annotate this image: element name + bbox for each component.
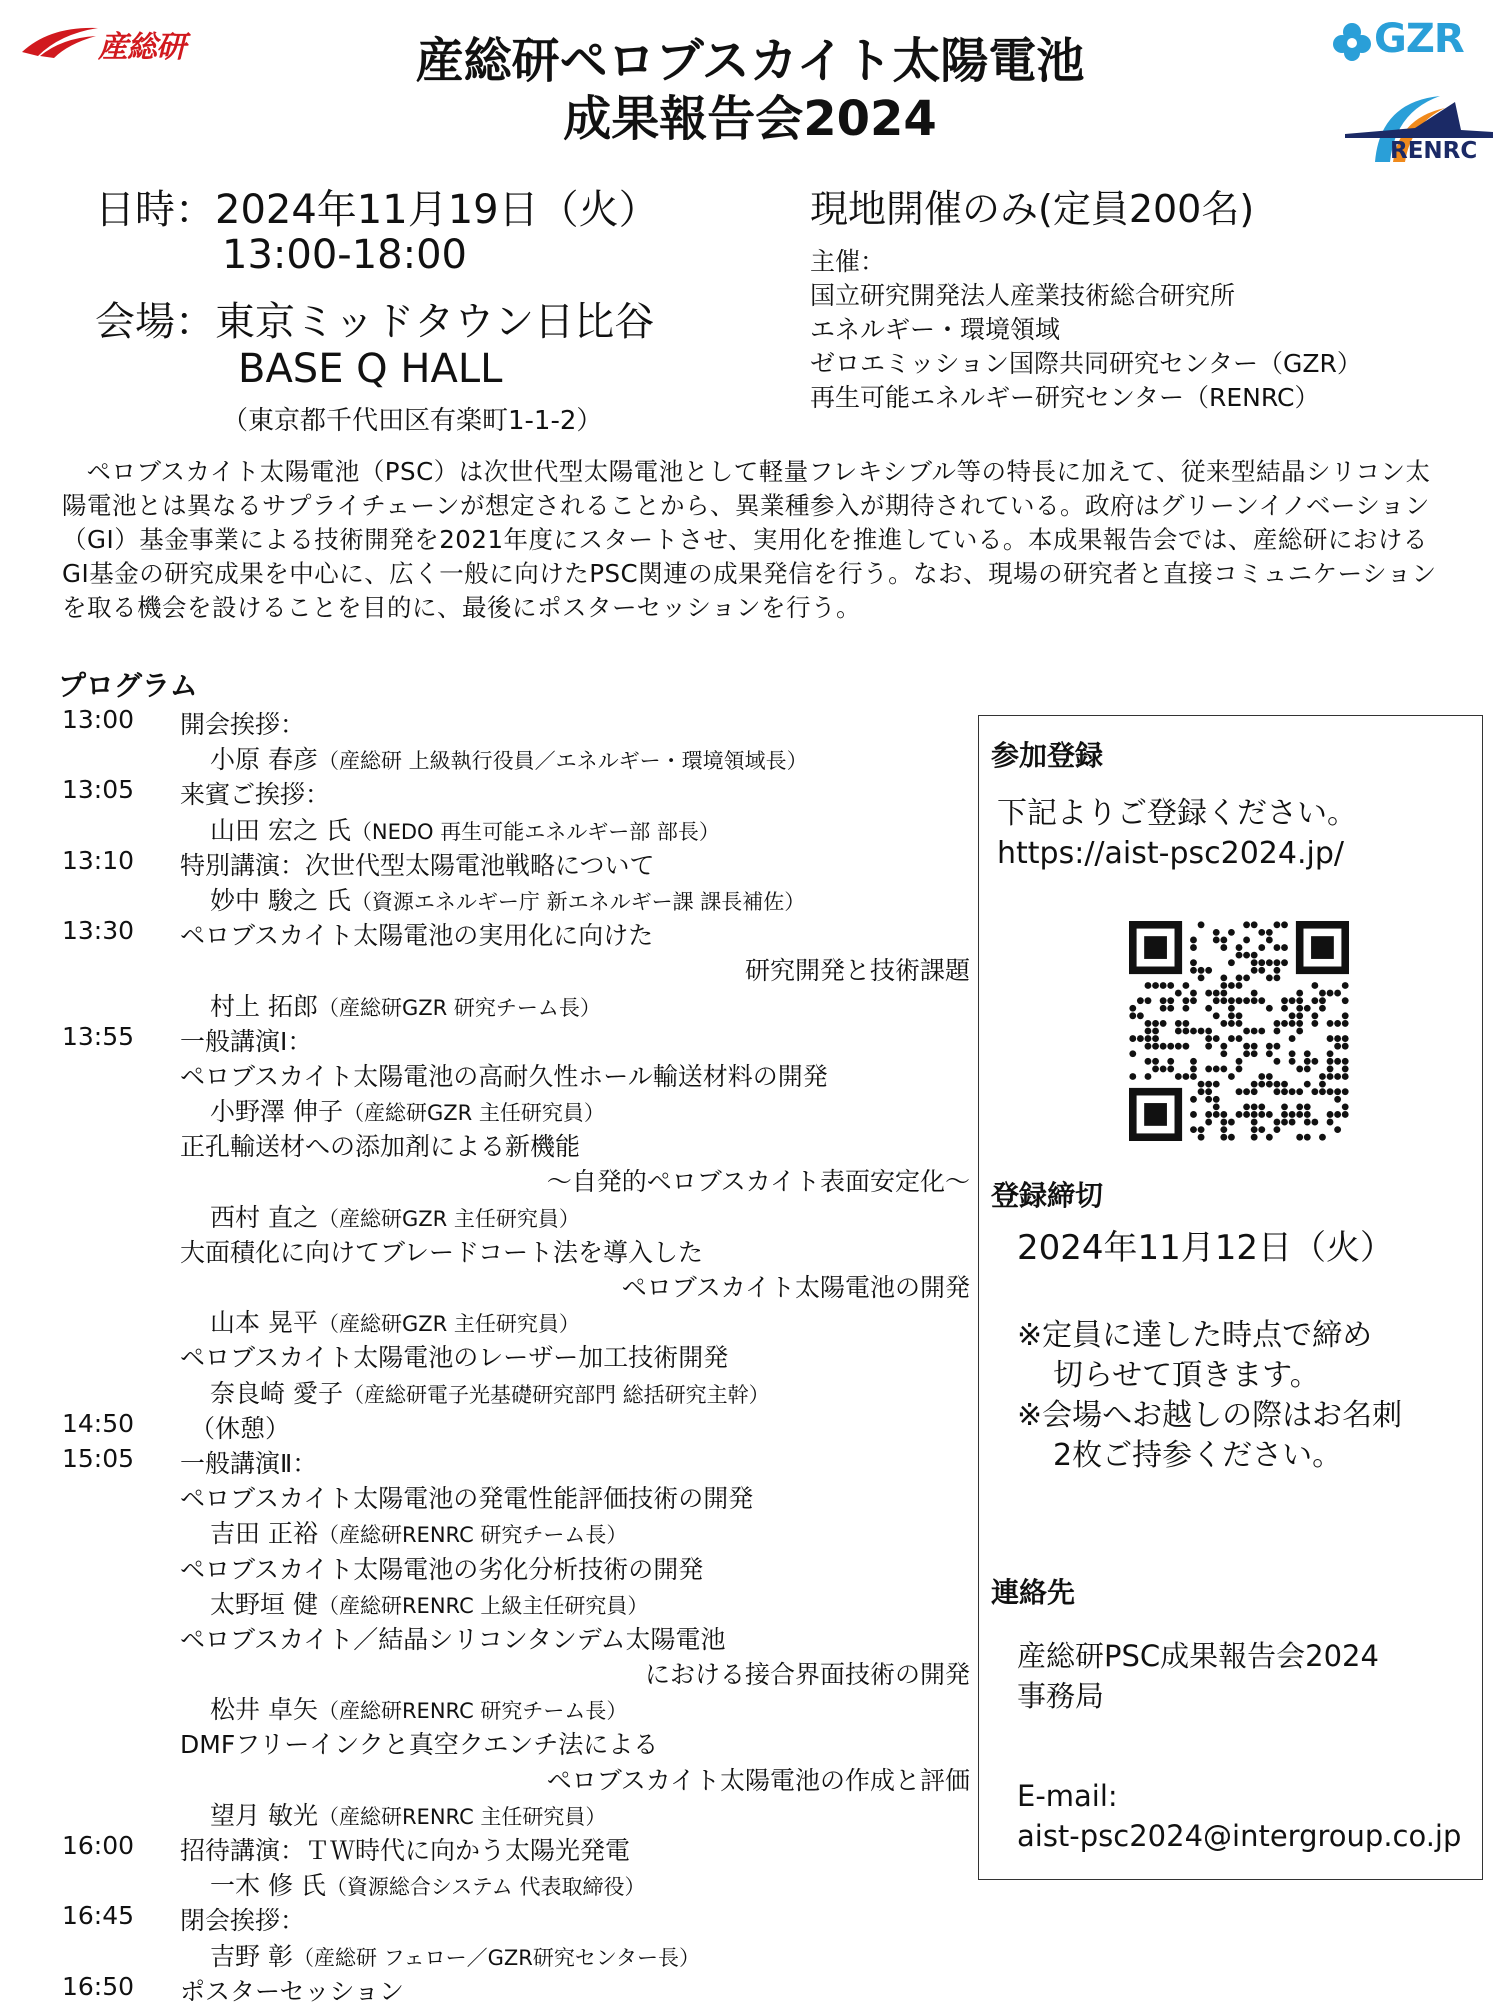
program-row <box>62 1514 962 1549</box>
program-time: 13:30 <box>62 916 135 946</box>
program-row <box>62 1620 962 1655</box>
program-row <box>62 775 962 810</box>
program-row <box>62 1690 962 1725</box>
program-row <box>62 1761 970 1796</box>
program-title: 正孔輸送材への添加剤による新機能 <box>180 1132 581 1162</box>
program-row <box>62 740 962 775</box>
program-row <box>62 1233 962 1268</box>
title-line-2: 成果報告会2024 <box>563 91 937 147</box>
note-capacity-1: ※定員に達した時点で締め <box>1017 1318 1373 1353</box>
registration-heading: 参加登録 <box>991 739 1104 772</box>
program-time: 16:00 <box>62 1831 135 1860</box>
organizer-label: 主催： <box>810 247 886 276</box>
organizers <box>810 245 1362 415</box>
page-title <box>0 32 1500 148</box>
program-speaker <box>210 1585 648 1621</box>
speaker-name: 山本 晃平 <box>210 1308 318 1338</box>
qr-code-icon <box>1129 921 1349 1141</box>
speaker-affiliation: （産総研電子光基礎研究部門 総括研究主幹） <box>342 1382 770 1407</box>
program-title: ペロブスカイト太陽電池の劣化分析技術の開発 <box>180 1554 704 1584</box>
program-time: 13:10 <box>62 845 135 875</box>
note-card-2: 2枚ご持参ください。 <box>1053 1438 1343 1473</box>
deadline-heading: 登録締切 <box>991 1179 1104 1212</box>
program-row <box>62 1268 970 1303</box>
program-row <box>62 987 962 1022</box>
program-row <box>62 705 962 740</box>
program-row <box>62 1796 962 1831</box>
program-title: 一般講演Ⅰ： <box>180 1026 313 1056</box>
speaker-affiliation: （産総研GZR 主任研究員） <box>342 1101 605 1126</box>
program-speaker <box>210 811 720 847</box>
registration-url-link[interactable]: https://aist-psc2024.jp/ <box>997 836 1345 871</box>
program-speaker <box>210 1303 580 1339</box>
program-speaker <box>210 1092 605 1128</box>
program-time: 13:00 <box>62 705 135 734</box>
program-title: ペロブスカイト／結晶シリコンタンデム太陽電池 <box>180 1624 726 1654</box>
program-row <box>62 1198 962 1233</box>
program-row <box>62 1409 962 1444</box>
program-row <box>62 1092 962 1127</box>
speaker-affiliation: （資源エネルギー庁 新エネルギー課 課長補佐） <box>350 889 806 914</box>
aist-logo-text: 産総研 <box>98 30 185 65</box>
speaker-name: 小原 春彦 <box>210 745 318 775</box>
program-row <box>62 1585 962 1620</box>
speaker-name: 望月 敏光 <box>210 1800 318 1830</box>
program-title: DMFフリーインクと真空クエンチ法による <box>180 1730 659 1760</box>
speaker-affiliation: （産総研RENRC 主任研究員） <box>317 1804 607 1829</box>
registration-instruction: 下記よりご登録ください。 <box>997 796 1357 831</box>
program-speaker <box>210 1198 580 1234</box>
speaker-affiliation: （産総研 フェロー／GZR研究センター長） <box>292 1945 700 1970</box>
speaker-affiliation: （産総研 上級執行役員／エネルギー・環境領域長） <box>317 749 808 774</box>
program-row <box>62 1901 962 1936</box>
program-row <box>62 881 962 916</box>
program-row <box>62 916 962 951</box>
program-row <box>62 1127 962 1162</box>
intro-paragraph: ペロブスカイト太陽電池（PSC）は次世代型太陽電池として軽量フレキシブル等の特長に加えて、従来型結晶シリコン太陽電池とは異なるサプライチェーンが想定されることから、異業種参入が期待されている。政府はグリーンイノベーション（GI）基金事業による技術開発を2021年度にスタートさせ、実用化を推進している。本成果報告会では、産総研におけるGI基金の研究成果を中心に、広く一般に向けたPSC関連の成果発信を行う。なお、現場の研究者と直接コミュニケーションを取る機会を設けることを目的に、最後にポスターセッションを行う。 <box>62 457 1437 622</box>
program-row <box>62 1338 962 1373</box>
program-row <box>62 1550 962 1585</box>
contact-org-2: 事務局 <box>1017 1679 1105 1713</box>
renrc-logo-text: RENRC <box>1390 138 1478 164</box>
program-speaker <box>210 1796 606 1832</box>
program-title-continued: ～自発的ペロブスカイト表面安定化～ <box>546 1167 970 1197</box>
speaker-name: 吉田 正裕 <box>210 1519 318 1549</box>
program-title: 来賓ご挨拶： <box>180 780 331 810</box>
program-row <box>62 1479 962 1514</box>
speaker-affiliation: （産総研RENRC 上級主任研究員） <box>317 1593 649 1618</box>
speaker-affiliation: （産総研RENRC 研究チーム長） <box>317 1699 628 1724</box>
speaker-affiliation: （産総研GZR 主任研究員） <box>317 1206 580 1231</box>
program-title-continued: における接合界面技術の開発 <box>644 1660 970 1690</box>
speaker-affiliation: （産総研GZR 研究チーム長） <box>317 995 601 1020</box>
event-hall: BASE Q HALL <box>238 346 503 392</box>
program-speaker <box>210 740 808 776</box>
organizer-1: 国立研究開発法人産業技術総合研究所 <box>810 281 1236 310</box>
program-speaker <box>210 1514 627 1550</box>
program-title: 閉会挨拶： <box>180 1906 306 1936</box>
program-title: 招待講演：ＴＷ時代に向かう太陽光発電 <box>180 1836 631 1865</box>
deadline-date: 2024年11月12日（火） <box>1017 1228 1395 1268</box>
contact-org-1: 産総研PSC成果報告会2024 <box>1017 1639 1379 1673</box>
program-heading: プログラム <box>58 669 198 702</box>
program-speaker <box>210 1690 627 1726</box>
note-card-1: ※会場へお越しの際はお名刺 <box>1017 1398 1403 1433</box>
program-row <box>62 1303 962 1338</box>
program-row <box>62 1972 962 2007</box>
email-label: E-mail: <box>1017 1779 1118 1813</box>
program-time: 15:05 <box>62 1443 135 1473</box>
event-address: （東京都千代田区有楽町1-1-2） <box>222 406 603 436</box>
speaker-affiliation: （資源総合システム 代表取締役） <box>325 1875 646 1900</box>
program-title: 大面積化に向けてブレードコート法を導入した <box>180 1237 704 1267</box>
program-row <box>62 1866 962 1901</box>
contact-heading: 連絡先 <box>991 1576 1076 1609</box>
speaker-name: 妙中 駿之 氏 <box>210 885 351 915</box>
program-row <box>62 846 962 881</box>
program-time: 14:50 <box>62 1408 135 1438</box>
program-title: ペロブスカイト太陽電池の高耐久性ホール輸送材料の開発 <box>180 1061 828 1091</box>
gzr-logo-text: GZR <box>1374 16 1464 62</box>
program-title-continued: ペロブスカイト太陽電池の作成と評価 <box>546 1765 970 1795</box>
note-capacity-2: 切らせて頂きます。 <box>1053 1358 1320 1393</box>
organizer-3: ゼロエミッション国際共同研究センター（GZR） <box>810 349 1362 378</box>
program-time: 13:55 <box>62 1021 135 1051</box>
speaker-name: 山田 宏之 氏 <box>210 815 351 845</box>
event-time: 13:00-18:00 <box>222 232 467 278</box>
onsite-notice: 現地開催のみ(定員200名) <box>810 187 1255 231</box>
event-venue: 会場：東京ミッドタウン日比谷 <box>95 299 655 345</box>
program-title: ポスターセッション <box>180 1976 405 2006</box>
speaker-affiliation: （産総研GZR 主任研究員） <box>317 1312 580 1337</box>
program-title: ペロブスカイト太陽電池の発電性能評価技術の開発 <box>180 1484 754 1514</box>
program-row <box>62 1725 962 1760</box>
program-row <box>62 811 962 846</box>
program-title: 一般講演Ⅱ： <box>180 1448 318 1478</box>
organizer-4: 再生可能エネルギー研究センター（RENRC） <box>810 383 1320 412</box>
speaker-name: 吉野 彰 <box>210 1941 293 1971</box>
program-speaker <box>210 987 601 1023</box>
program-row <box>62 1057 962 1092</box>
speaker-name: 奈良崎 愛子 <box>210 1378 343 1408</box>
event-date: 日時：2024年11月19日（火） <box>95 187 659 233</box>
program-row <box>62 1831 962 1866</box>
program-row <box>62 1444 962 1479</box>
program-row <box>62 951 970 986</box>
program-time: 13:05 <box>62 775 135 805</box>
speaker-name: 太野垣 健 <box>210 1589 318 1619</box>
email-link[interactable]: aist-psc2024@intergroup.co.jp <box>1017 1819 1462 1853</box>
program-speaker <box>210 881 805 917</box>
program-speaker <box>210 1937 700 1973</box>
speaker-name: 西村 直之 <box>210 1202 318 1232</box>
registration-box <box>978 715 1483 1880</box>
program-title: ペロブスカイト太陽電池のレーザー加工技術開発 <box>180 1343 729 1373</box>
program-time: 16:50 <box>62 1971 135 2001</box>
program-title-continued: ペロブスカイト太陽電池の開発 <box>621 1273 970 1302</box>
speaker-name: 松井 卓矢 <box>210 1695 318 1725</box>
program-row <box>62 1162 970 1197</box>
program-speaker <box>210 1374 770 1410</box>
speaker-affiliation: （産総研RENRC 研究チーム長） <box>317 1523 628 1548</box>
program-time: 16:45 <box>62 1901 135 1931</box>
program-title: 特別講演：次世代型太陽電池戦略について <box>180 850 655 880</box>
program-speaker <box>210 1866 645 1902</box>
program-title-continued: 研究開発と技術課題 <box>744 956 970 986</box>
speaker-affiliation: （NEDO 再生可能エネルギー部 部長） <box>350 819 720 844</box>
speaker-name: 村上 拓郎 <box>210 991 318 1021</box>
program-row <box>62 1022 962 1057</box>
program-row <box>62 1374 962 1409</box>
program-title: ペロブスカイト太陽電池の実用化に向けた <box>180 921 654 951</box>
program-title: 開会挨拶： <box>180 710 306 739</box>
speaker-name: 小野澤 伸子 <box>210 1097 343 1127</box>
title-line-1: 産総研ペロブスカイト太陽電池 <box>415 33 1085 89</box>
program-list <box>62 705 970 2007</box>
registration-qr-code <box>1129 921 1349 1141</box>
program-break: （休憩） <box>190 1413 291 1443</box>
program-row <box>62 1937 962 1972</box>
organizer-2: エネルギー・環境領域 <box>810 315 1061 344</box>
program-row <box>62 1655 970 1690</box>
speaker-name: 一木 修 氏 <box>210 1871 326 1901</box>
